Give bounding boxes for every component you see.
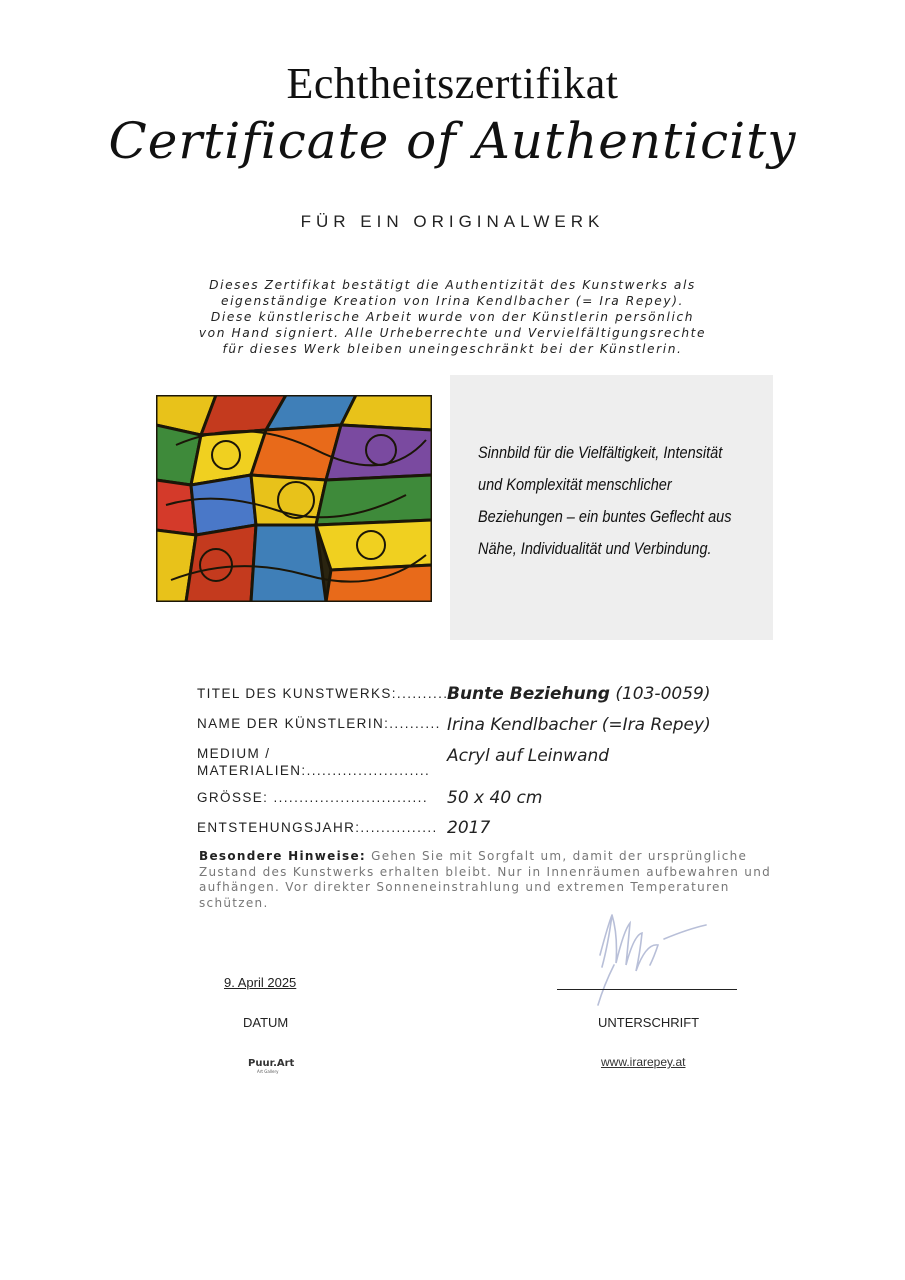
intro-line: eigenständige Kreation von Irina Kendlbacher (= Ira Repey). <box>220 294 685 308</box>
handwritten-signature <box>578 905 718 1010</box>
notes-label: Besondere Hinweise: <box>199 849 366 863</box>
medium-value: Acryl auf Leinwand <box>447 746 610 766</box>
certificate-title-english: Certificate of Authenticity <box>108 112 797 170</box>
certificate-subtitle: FÜR EIN ORIGINALWERK <box>300 212 605 231</box>
title-value <box>447 684 710 704</box>
intro-line: von Hand signiert. Alle Urheberrechte und Vervielfältigungsrechte <box>198 326 707 340</box>
size-value: 50 x 40 cm <box>447 788 543 808</box>
year-label: ENTSTEHUNGSJAHR:............... <box>197 820 438 835</box>
artwork-image-svg <box>156 395 432 602</box>
artwork-code: (103-0059) <box>609 684 711 704</box>
artist-label: NAME DER KÜNSTLERIN:.......... <box>197 716 441 731</box>
website-link[interactable]: www.irarepey.at <box>601 1055 686 1069</box>
logo-subtext: Art Gallery <box>257 1069 279 1074</box>
artwork-image <box>156 395 432 602</box>
description-line: Sinnbild für die Vielfältigkeit, Intensität <box>478 444 723 462</box>
artwork-name: Bunte Beziehung <box>447 684 610 704</box>
special-notes <box>199 849 779 911</box>
gallery-logo-svg <box>247 1055 297 1075</box>
certificate-title-german: Echtheitszertifikat <box>286 59 619 108</box>
medium-label-line2: MATERIALIEN:........................ <box>197 763 431 778</box>
artist-value: Irina Kendlbacher (=Ira Repey) <box>447 715 711 735</box>
size-label: GRÖSSE: .............................. <box>197 790 428 805</box>
logo-text: Puur.Art <box>248 1058 295 1069</box>
intro-line: Dieses Zertifikat bestätigt die Authentizität des Kunstwerks als <box>209 278 696 292</box>
description-line: und Komplexität menschlicher <box>478 476 672 494</box>
intro-paragraph <box>150 277 755 357</box>
intro-line: für dieses Werk bleiben uneingeschränkt bei der Künstlerin. <box>222 342 683 356</box>
description-line: Nähe, Individualität und Verbindung. <box>478 540 712 558</box>
signature-label: UNTERSCHRIFT <box>598 1015 700 1030</box>
date-label: DATUM <box>243 1015 289 1030</box>
signature-line <box>557 989 737 990</box>
gallery-logo <box>247 1055 297 1075</box>
description-line: Beziehungen – ein buntes Geflecht aus <box>478 508 732 526</box>
artwork-description <box>478 437 760 565</box>
medium-label-line1: MEDIUM / <box>197 746 271 761</box>
notes-text: Gehen Sie mit Sorgfalt um, damit der ursprüngliche Zustand des Kunstwerks erhalten bleibt. Nur in Innenräumen aufbewahren und aufhängen. Vor direkter Sonneneinstrahlung und extremen Temperaturen schützen. <box>199 849 772 910</box>
title-label: TITEL DES KUNSTWERKS:.......... <box>197 686 449 701</box>
year-value: 2017 <box>447 818 491 838</box>
intro-line: Diese künstlerische Arbeit wurde von der Künstlerin persönlich <box>210 310 695 324</box>
date-value: 9. April 2025 <box>224 975 297 990</box>
